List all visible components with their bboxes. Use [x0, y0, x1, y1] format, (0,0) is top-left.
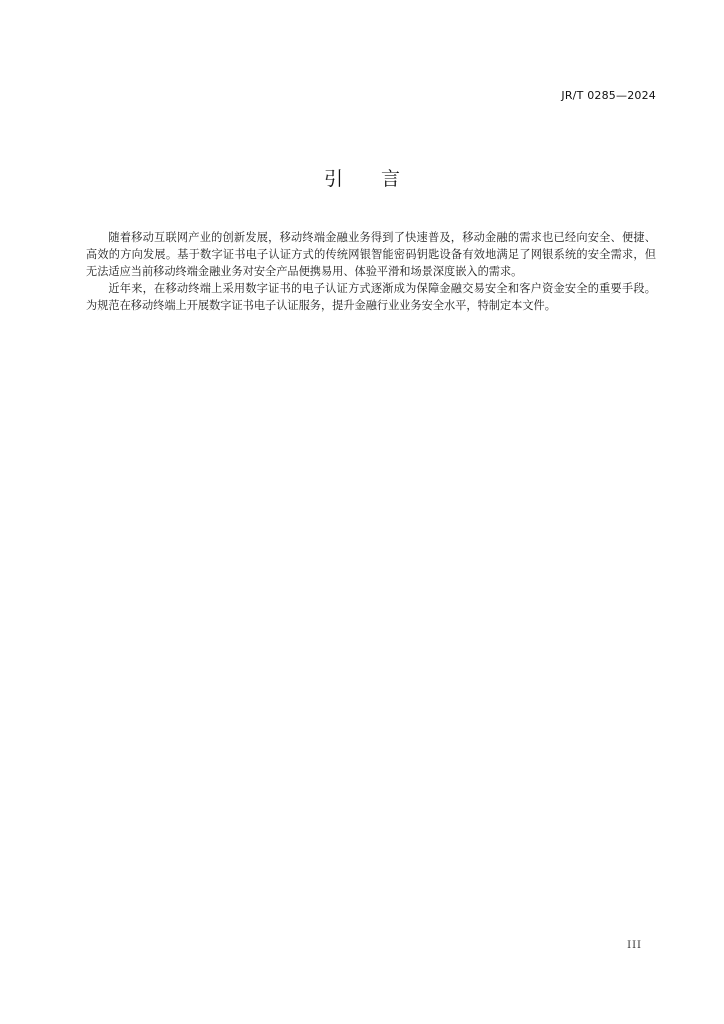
- standard-code: JR/T 0285—2024: [561, 89, 656, 102]
- page-number: III: [627, 940, 642, 951]
- section-title: 引言: [323, 168, 438, 190]
- paragraph: 近年来，在移动终端上采用数字证书的电子认证方式逐渐成为保障金融交易安全和客户资金安全的重要手段。为规范在移动终端上开展数字证书电子认证服务，提升金融行业业务安全水平，特制定本文件。: [86, 282, 656, 313]
- body-text: [86, 229, 656, 314]
- paragraph: 随着移动互联网产业的创新发展，移动终端金融业务得到了快速普及，移动金融的需求也已经向安全、便捷、高效的方向发展。基于数字证书电子认证方式的传统网银智能密码钥匙设备有效地满足了网银系统的安全需求，但无法适应当前移动终端金融业务对安全产品便携易用、体验平滑和场景深度嵌入的需求。: [86, 231, 656, 279]
